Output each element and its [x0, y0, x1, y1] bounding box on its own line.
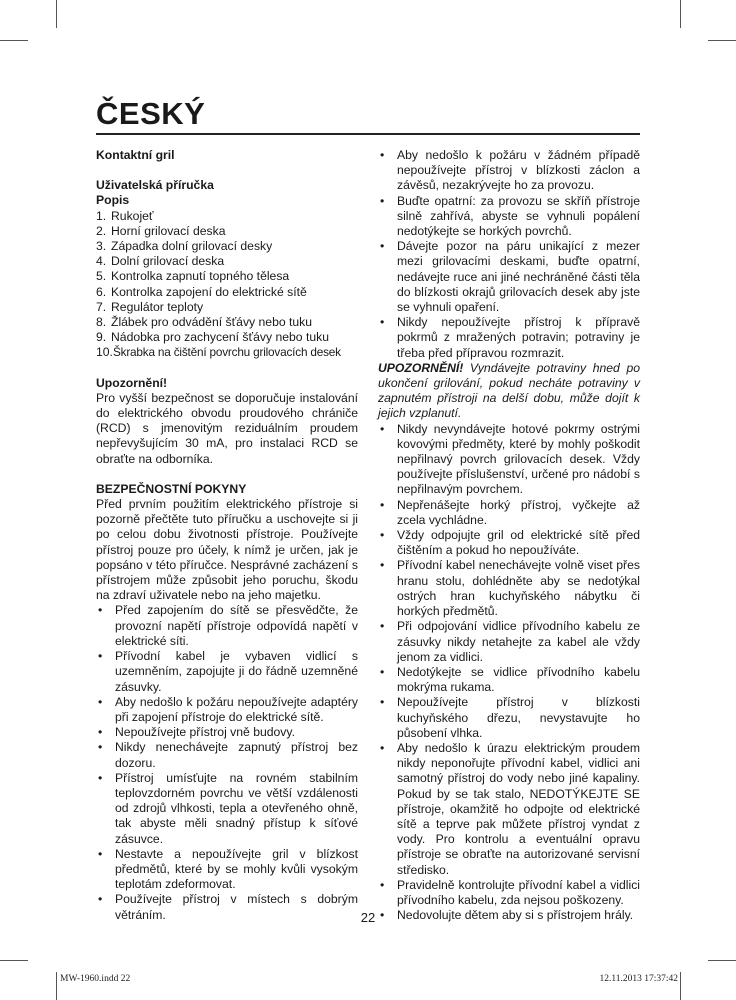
list-item: 1. Rukojeť	[96, 208, 154, 223]
list-item: • Přístroj umísťujte na rovném stabilním teplovzdorném povrchu ve větší vzdálenosti od zdrojů vlhkosti, tepla a otevřeného ohně, tak abyste měli snadný přístup k síťové zásuvce.	[96, 771, 358, 847]
notice-title: Upozornění!	[96, 375, 168, 390]
right-column	[378, 148, 640, 923]
list-item: • Nikdy nepoužívejte přístroj k přípravě pokrmů z mražených potravin; potraviny je třeba před přípravou rozmrazit.	[378, 315, 640, 361]
list-item: • Vždy odpojujte gril od elektrické sítě před čištěním a pokud ho nepoužíváte.	[378, 528, 640, 558]
safety-list	[96, 603, 358, 922]
list-item: • Nepoužívejte přístroj vně budovy.	[96, 725, 358, 740]
page-title: ČESKÝ	[96, 96, 206, 131]
crop-mark	[0, 960, 28, 961]
warning-label: UPOZORNĚNÍ!	[378, 360, 464, 375]
page-number: 22	[360, 910, 376, 925]
list-item: • Pravidelně kontrolujte přívodní kabel a vidlici přívodního kabelu, zda nejsou poškozeny.	[378, 878, 640, 908]
crop-mark	[708, 40, 736, 41]
list-item: 10. Škrabka na čištění povrchu grilovacích desek	[96, 345, 341, 360]
product-title: Kontaktní gril	[96, 148, 175, 162]
safety-list-more	[378, 422, 640, 924]
list-item: • Používejte přístroj v místech s dobrým větráním.	[96, 892, 358, 922]
list-item: • Aby nedošlo k úrazu elektrickým proudem nikdy neponořujte přívodní kabel, vidlici ani samotný přístroj do vody nebo jiné kapaliny. Pokud by se tak stalo, NEDOTÝKEJTE SE přístroje, okamžitě ho odpojte od elektrické sítě a teprve pak můžete přístroj vyndat z vody. Pro kontrolu a eventuální opravu přístroje se obraťte na autorizované servisní středisko.	[378, 741, 640, 878]
safety-list-continued	[378, 148, 640, 361]
list-item: • Nepoužívejte přístroj v blízkosti kuchyňského dřezu, nevystavujte ho působení vlhka.	[378, 695, 640, 741]
crop-mark	[680, 972, 681, 1000]
list-item: • Buďte opatrní: za provozu se skříň přístroje silně zahřívá, abyste se vyhnuli popálení nedotýkejte se horkých povrchů.	[378, 194, 640, 240]
list-item: • Nepřenášejte horký přístroj, vyčkejte až zcela vychládne.	[378, 498, 640, 528]
warning-text: Vyndávejte potraviny hned po ukončení grilování, pokud necháte potraviny v zapnutém přístroji na delší dobu, může dojít k jejich vzplanutí.	[378, 360, 640, 421]
crop-mark	[708, 960, 736, 961]
warning-paragraph	[378, 361, 640, 422]
list-item: 6. Kontrolka zapojení do elektrické sítě	[96, 284, 307, 299]
list-item: • Nikdy nenechávejte zapnutý přístroj bez dozoru.	[96, 740, 358, 770]
description-title: Popis	[96, 193, 130, 208]
list-item: • Dávejte pozor na páru unikající z mezer mezi grilovacími deskami, buďte opatrní, nedávejte ruce ani jiné nechráněné části těla do blízkosti okrajů grilovacích desek aby jste se vyhnuli opaření.	[378, 239, 640, 315]
list-item: 4. Dolní grilovací deska	[96, 254, 225, 269]
crop-mark	[56, 972, 57, 1000]
list-item: 3. Západka dolní grilovací desky	[96, 239, 273, 254]
left-column	[96, 148, 358, 923]
list-item: • Aby nedošlo k požáru v žádném případě nepoužívejte přístroj v blízkosti záclon a závěsů, nezakrývejte ho za provozu.	[378, 148, 640, 194]
list-item: 5. Kontrolka zapnutí topného tělesa	[96, 269, 290, 284]
list-item: 9. Nádobka pro zachycení šťávy nebo tuku	[96, 330, 329, 345]
list-item: • Přívodní kabel nenechávejte volně viset přes hranu stolu, dohlédněte aby se nedotýkal ostrých hran kuchyňského nábytku či horkých předmětů.	[378, 558, 640, 619]
footer-datetime: 12.11.2013 17:37:42	[599, 974, 678, 984]
list-item: 8. Žlábek pro odvádění šťávy nebo tuku	[96, 315, 313, 330]
list-item: • Přívodní kabel je vybaven vidlicí s uzemněním, zapojujte ji do řádně uzemněné zásuvky.	[96, 649, 358, 695]
footer-file: MW-1960.indd 22	[60, 974, 131, 984]
parts-list	[96, 209, 358, 361]
list-item: • Nedovolujte dětem aby si s přístrojem hrály.	[378, 908, 640, 923]
list-item: • Nikdy nevyndávejte hotové pokrmy ostrými kovovými předměty, které by mohly poškodit nepřilnavý povrch grilovacích desek. Vždy používejte příslušenství, určené pro nádobí s nepřilnavým povrchem.	[378, 422, 640, 498]
list-item: • Před zapojením do sítě se přesvědčte, že provozní napětí přístroje odpovídá napětí v elektrické síti.	[96, 603, 358, 649]
crop-mark	[680, 0, 681, 28]
notice-text: Pro vyšší bezpečnost se doporučuje instalování do elektrického obvodu proudového chrániče (RCD) s jmenovitým reziduálním proudem nepřevyšujícím 30 mA, pro instalaci RCD se obraťte na odborníka.	[96, 390, 358, 466]
safety-title: BEZPEČNOSTNÍ POKYNY	[96, 481, 247, 496]
title-rule	[96, 133, 640, 135]
list-item: • Nedotýkejte se vidlice přívodního kabelu mokrýma rukama.	[378, 665, 640, 695]
safety-intro: Před prvním použitím elektrického přístroje si pozorně přečtěte tuto příručku a uschovejte si ji po celou dobu životnosti přístroje. Používejte přístroj pouze pro účely, k nímž je určen, jak je popsáno v této příručce. Nesprávné zacházení s přístrojem může způsobit jeho poruchu, škodu na zdraví uživatele nebo na jeho majetku.	[96, 497, 358, 603]
list-item: • Při odpojování vidlice přívodního kabelu ze zásuvky nikdy netahejte za kabel ale vždy jenom za vidlici.	[378, 619, 640, 665]
crop-mark	[56, 0, 57, 28]
crop-mark	[0, 40, 28, 41]
list-item: • Aby nedošlo k požáru nepoužívejte adaptéry při zapojení přístroje do elektrické sítě.	[96, 695, 358, 725]
list-item: 7. Regulátor teploty	[96, 299, 204, 314]
list-item: • Nestavte a nepoužívejte gril v blízkost předmětů, které by se mohly kvůli vysokým teplotám zdeformovat.	[96, 847, 358, 893]
manual-title: Uživatelská příručka	[96, 178, 214, 193]
list-item: 2. Horní grilovací deska	[96, 223, 226, 238]
